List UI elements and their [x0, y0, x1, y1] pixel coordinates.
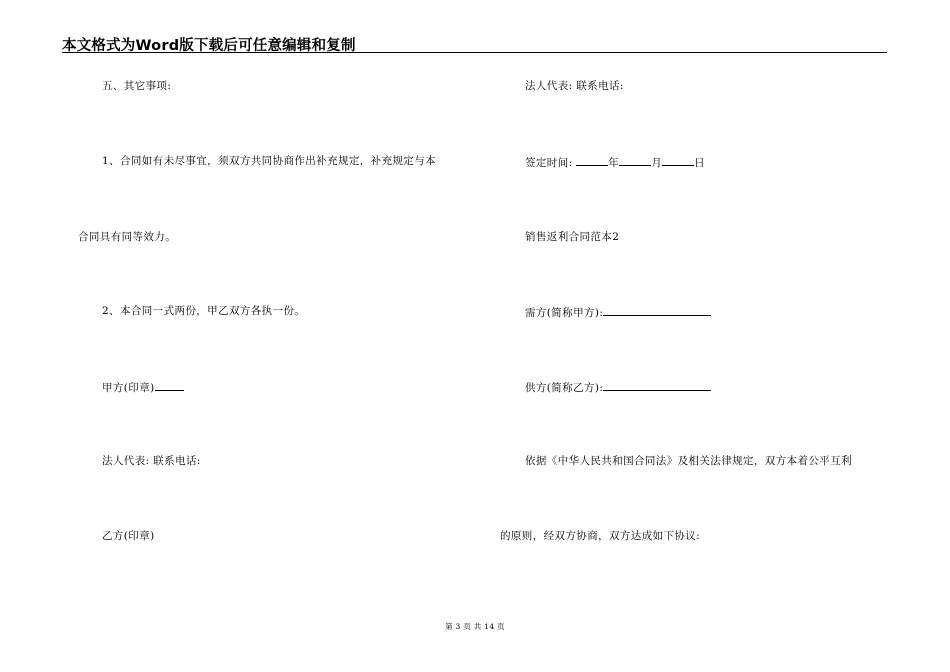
party-b-legal-rep: 法人代表: 联系电话:: [525, 80, 624, 92]
year-blank: [576, 154, 608, 166]
supplier-label: 供方(简称乙方):: [525, 382, 604, 394]
supplier-blank: [603, 379, 711, 391]
legal-basis-line-1: 依据《中华人民共和国合同法》及相关法律规定，双方本着公平互利: [525, 455, 852, 467]
supplier-field: [525, 379, 711, 395]
party-a-seal: [102, 379, 184, 395]
header-divider: [62, 52, 887, 53]
day-blank: [662, 154, 694, 166]
buyer-blank: [603, 304, 711, 316]
buyer-field: [525, 304, 711, 320]
signing-date: [525, 154, 705, 170]
month-blank: [619, 154, 651, 166]
month-label: 月: [651, 157, 663, 169]
clause-1-line-2: 合同具有同等效力。: [78, 231, 177, 243]
template-2-title: 销售返利合同范本2: [525, 231, 620, 243]
header-title: 本文格式为Word版下载后可任意编辑和复制: [62, 38, 356, 54]
party-a-seal-blank: [155, 379, 184, 391]
other-matters-heading: 五、其它事项:: [102, 80, 172, 92]
day-label: 日: [694, 157, 706, 169]
page-number: 第 3 页 共 14 页: [445, 622, 505, 631]
buyer-label: 需方(简称甲方):: [525, 307, 604, 319]
clause-1-line-1: 1、合同如有未尽事宜，须双方共同协商作出补充规定，补充规定与本: [102, 155, 437, 167]
party-a-seal-label: 甲方(印章): [102, 382, 155, 394]
party-b-seal: 乙方(印章): [102, 530, 155, 542]
legal-basis-line-2: 的原则，经双方协商，双方达成如下协议:: [500, 530, 701, 542]
party-a-legal-rep: 法人代表: 联系电话:: [102, 455, 201, 467]
year-label: 年: [608, 157, 620, 169]
signing-date-label: 签定时间:: [525, 157, 573, 169]
clause-2: 2、本合同一式两份，甲乙双方各执一份。: [102, 305, 306, 317]
